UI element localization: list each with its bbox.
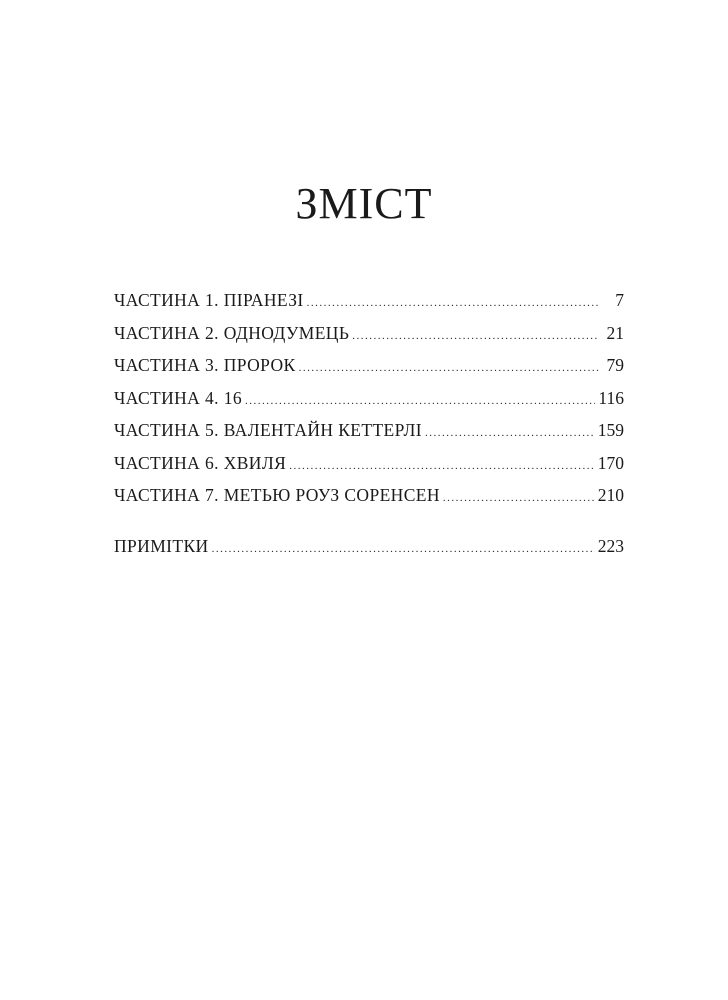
dot-leader <box>212 543 595 555</box>
toc-entry-part-5[interactable] <box>114 420 624 453</box>
dot-leader <box>443 492 595 504</box>
page-title: ЗМІСТ <box>295 179 433 228</box>
toc-entry-page: 21 <box>606 322 624 343</box>
toc-entry-notes[interactable] <box>114 536 624 569</box>
dot-leader <box>289 460 595 472</box>
toc-entry-label: ЧАСТИНА 1. ПІРАНЕЗІ <box>114 290 304 310</box>
dot-leader <box>352 330 599 342</box>
table-of-contents <box>114 290 624 518</box>
toc-entry-part-4[interactable] <box>114 388 624 421</box>
toc-entry-label: ЧАСТИНА 6. ХВИЛЯ <box>114 452 287 473</box>
toc-entry-label: ЧАСТИНА 5. ВАЛЕНТАЙН КЕТТЕРЛІ <box>114 420 422 440</box>
toc-entry-label: ПРИМІТКИ <box>114 536 209 556</box>
toc-entry-page: 170 <box>597 452 624 473</box>
toc-entry-page: 223 <box>597 536 624 556</box>
toc-entry-page: 7 <box>615 290 624 310</box>
toc-entry-part-1[interactable] <box>114 290 624 323</box>
toc-entry-part-6[interactable] <box>114 453 624 486</box>
toc-entry-page: 159 <box>597 420 624 440</box>
toc-entry-page: 210 <box>597 485 624 505</box>
dot-leader <box>299 362 599 374</box>
toc-notes-section <box>114 536 624 569</box>
toc-entry-page: 116 <box>598 387 624 408</box>
toc-entry-label: ЧАСТИНА 7. МЕТЬЮ РОУЗ СОРЕНСЕН <box>114 485 440 505</box>
toc-entry-label: ЧАСТИНА 2. ОДНОДУМЕЦЬ <box>114 322 350 343</box>
toc-entry-part-2[interactable] <box>114 323 624 356</box>
dot-leader <box>425 427 595 439</box>
toc-entry-part-3[interactable] <box>114 355 624 388</box>
toc-entry-part-7[interactable] <box>114 485 624 518</box>
dot-leader <box>245 395 595 407</box>
toc-entry-page: 79 <box>606 355 624 375</box>
toc-entry-label: ЧАСТИНА 3. ПРОРОК <box>114 355 296 375</box>
dot-leader <box>307 297 599 309</box>
toc-entry-label: ЧАСТИНА 4. 16 <box>114 387 242 408</box>
